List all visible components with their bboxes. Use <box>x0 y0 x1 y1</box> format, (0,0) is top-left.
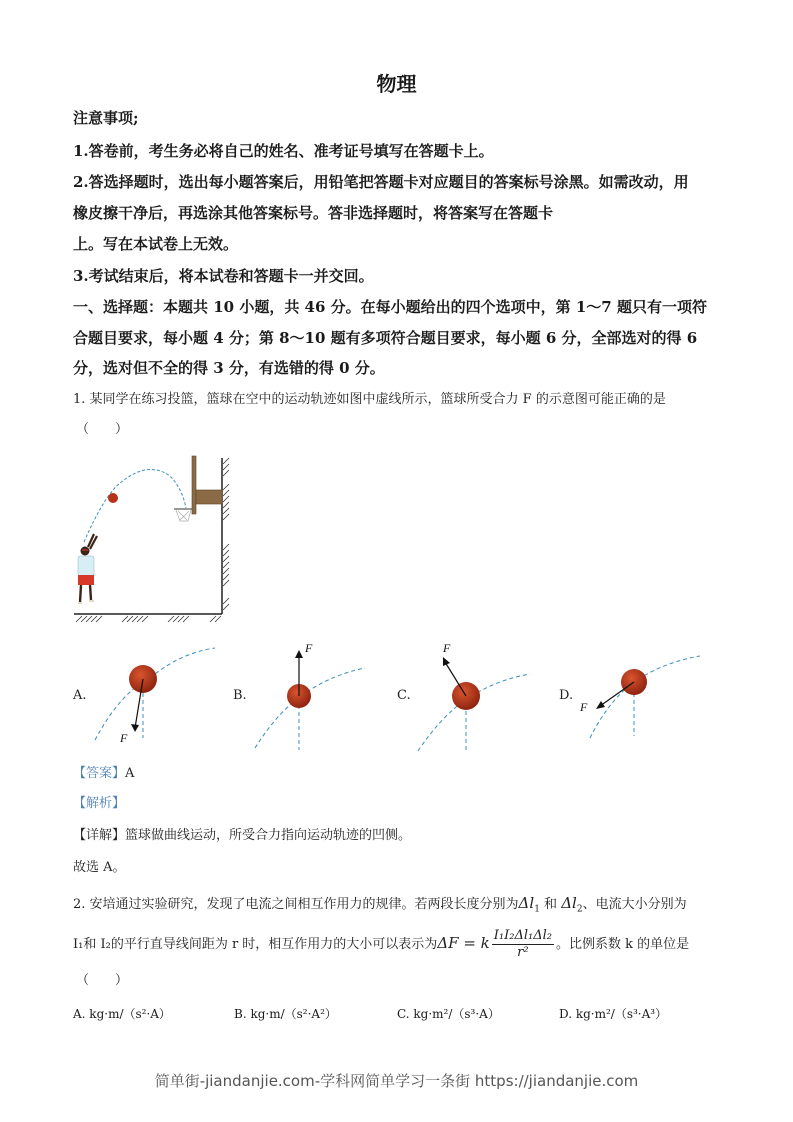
q1-detail-row <box>73 827 411 845</box>
q1-answer-row <box>73 765 134 783</box>
svg-text:F: F <box>443 641 451 655</box>
q2-stem-line-2: I₁和 I₂的平行直导线间距为 r 时，相互作用力的大小可以表示为ΔF = k $\frac{\text{I₁I₂Δl₁Δl₂}}{\text{r²}}$ 。比例系数 k 的单位是 <box>73 928 690 960</box>
q2-option-b: B. kg·m/（s²·A²） <box>234 1007 337 1021</box>
detail-text: 篮球做曲线运动，所受合力指向运动轨迹的凹侧。 <box>125 828 412 843</box>
svg-text:F: F <box>305 641 313 655</box>
q1-option-d-label: D. <box>559 688 574 703</box>
formula-fraction: $\frac{\text{I₁I₂Δl₁Δl₂}}{\text{r²}}$ <box>493 928 552 960</box>
q2-stem-line-1: 2. 安培通过实验研究，发现了电流之间相互作用力的规律。若两段长度分别为$\Delta l_1$ 和 $\Delta l_2$、电流大小分别为 <box>73 894 687 915</box>
q1-blank: （ ） <box>76 422 129 437</box>
q1-conclusion: 故选 A。 <box>73 860 126 875</box>
section-heading-line-1: 一、选择题：本题共 10 小题，共 46 分。在每小题给出的四个选项中，第 1～7 题只有一项符 <box>73 298 707 316</box>
q1-option-b-diagram <box>250 638 380 753</box>
svg-text:F: F <box>120 731 128 745</box>
detail-tag: 【详解】 <box>73 828 126 843</box>
notice-item-3: 3.考试结束后，将本试卷和答题卡一并交回。 <box>73 267 374 285</box>
notice-item-1: 1.答卷前，考生务必将自己的姓名、准考证号填写在答题卡上。 <box>73 142 494 160</box>
page-title: 物理 <box>376 72 417 96</box>
q2-option-c: C. kg·m²/（s³·A） <box>397 1007 500 1021</box>
q2-options <box>0 1005 793 1025</box>
q1-option-d-diagram <box>575 638 705 753</box>
section-heading-line-3: 分，选对但不全的得 3 分，有选错的得 0 分。 <box>73 359 385 377</box>
notice-item-2-end: 上。写在本试卷上无效。 <box>73 235 239 253</box>
notice-item-2-cont: 橡皮擦干净后，再选涂其他答案标号。答非选择题时，将答案写在答题卡 <box>73 204 554 222</box>
q1-option-c-label: C. <box>397 688 411 703</box>
q1-stem: 1. 某同学在练习投篮，篮球在空中的运动轨迹如图中虚线所示，篮球所受合力 F 的示意图可能正确的是 <box>73 392 666 407</box>
q1-option-b-label: B. <box>233 688 247 703</box>
q1-option-a-diagram <box>90 638 220 753</box>
notice-item-2: 2.答选择题时，选出每小题答案后，用铅笔把答题卡对应题目的答案标号涂黑。如需改动，用 <box>73 173 689 191</box>
svg-text:F: F <box>580 700 588 714</box>
footer-watermark: 简单街-jiandanjie.com-学科网简单学习一条街 https://jiandanjie.com <box>154 1072 639 1090</box>
formula-lhs: ΔF = k <box>437 934 490 952</box>
section-heading-line-2: 合题目要求，每小题 4 分；第 8～10 题有多项符合题目要求，每小题 6 分，全部选对的得 6 <box>73 329 698 347</box>
basketball-shot-figure <box>70 450 240 625</box>
q2-option-a: A. kg·m/（s²·A） <box>73 1007 171 1021</box>
analysis-tag: 【解析】 <box>73 796 126 811</box>
notice-heading: 注意事项; <box>73 109 139 127</box>
q1-option-c-diagram <box>410 638 540 753</box>
q2-option-d: D. kg·m²/（s³·A³） <box>559 1007 668 1021</box>
player-figure <box>78 534 97 603</box>
q1-option-a-label: A. <box>73 688 87 703</box>
q2-blank: （ ） <box>76 973 129 988</box>
answer-value: A <box>125 766 135 781</box>
answer-tag: 【答案】 <box>73 766 126 781</box>
